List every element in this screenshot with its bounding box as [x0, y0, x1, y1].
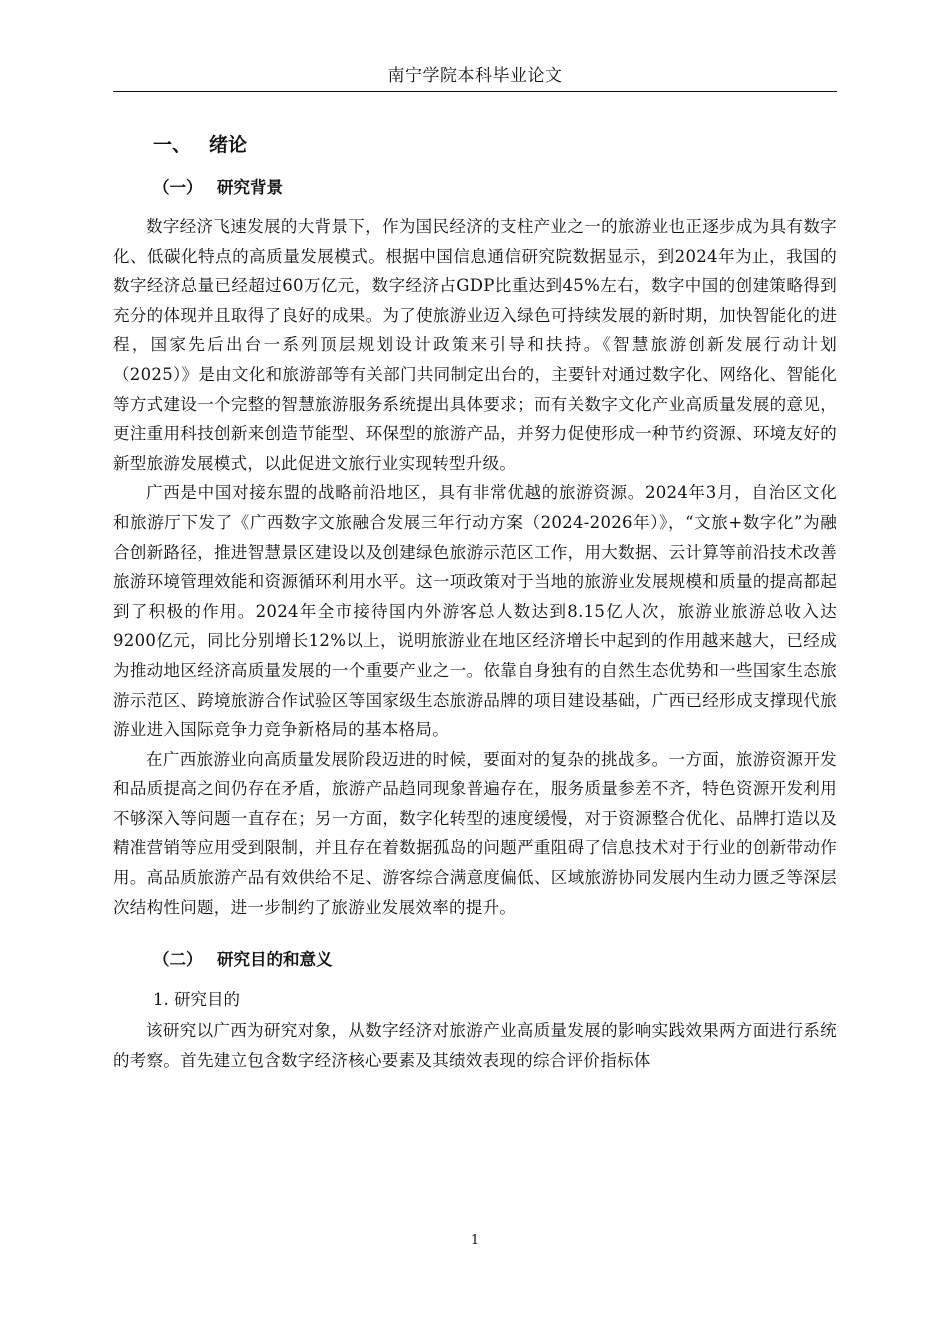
subsection-number: （一） — [153, 178, 203, 197]
numbered-item-heading: 1. 研究目的 — [153, 990, 240, 1010]
section-title: 绪论 — [209, 134, 248, 156]
body-paragraph: 在广西旅游业向高质量发展阶段迈进的时候，要面对的复杂的挑战多。一方面，旅游资源开发和品质提高之间仍存在矛盾，旅游产品趋同现象普遍存在，服务质量参差不齐，特色资源开发利用不够深入等问题一直存在；另一方面，数字化转型的速度缓慢，对于资源整合优化、品牌打造以及精准营销等应用受到限制，并且存在着数据孤岛的问题严重阻碍了信息技术对于行业的创新带动作用。高品质旅游产品有效供给不足、游客综合满意度偏低、区域旅游协同发展内生动力匮乏等深层次结构性问题，进一步制约了旅游业发展效率的提升。 — [113, 749, 837, 917]
section-heading — [113, 126, 837, 164]
section-number: 一、 — [153, 134, 192, 156]
subsection-title: 研究背景 — [217, 178, 283, 197]
page-number: 1 — [470, 1233, 480, 1248]
header-rule — [113, 91, 837, 92]
body-paragraph: 数字经济飞速发展的大背景下，作为国民经济的支柱产业之一的旅游业也正逐步成为具有数字化、低碳化特点的高质量发展模式。根据中国信息通信研究院数据显示，到2024年为止，我国的数字经济总量已经超过60万亿元，数字经济占GDP比重达到45%左右，数字中国的创建策略得到充分的体现并且取得了良好的成果。为了使旅游业迈入绿色可持续发展的新时期，加快智能化的进程，国家先后出台一系列顶层规划设计政策来引导和扶持。《智慧旅游创新发展行动计划（2025）》是由文化和旅游部等有关部门共同制定出台的，主要针对通过数字化、网络化、智能化等方式建设一个完整的智慧旅游服务系统提出具体要求；而有关数字文化产业高质量发展的意见，更注重用科技创新来创造节能型、环保型的旅游产品，并努力促使形成一种节约资源、环境友好的新型旅游发展模式，以此促进文旅行业实现转型升级。 — [113, 217, 837, 473]
subsection-heading-background — [113, 164, 837, 212]
subsection-number: （二） — [153, 950, 203, 970]
body-paragraph: 广西是中国对接东盟的战略前沿地区，具有非常优越的旅游资源。2024年3月，自治区文化和旅游厅下发了《广西数字文旅融合发展三年行动方案（2024-2026年）》，“文旅+数字化”为融合创新路径，推进智慧景区建设以及创建绿色旅游示范区工作，用大数据、云计算等前沿技术改善旅游环境管理效能和资源循环利用水平。这一项政策对于当地的旅游业发展规模和质量的提高都起到了积极的作用。2024年全市接待国内外游客总人数达到8.15亿人次，旅游业旅游总收入达9200亿元，同比分别增长12%以上，说明旅游业在地区经济增长中起到的作用越来越大，已经成为推动地区经济高质量发展的一个重要产业之一。依靠自身独有的自然生态优势和一些国家生态旅游示范区、跨境旅游合作试验区等国家级生态旅游品牌的项目建设基础，广西已经形成支撑现代旅游业进入国际竞争力竞争新格局的基本格局。 — [113, 483, 837, 740]
running-header: 南宁学院本科毕业论文 — [387, 66, 563, 86]
body-paragraph: 该研究以广西为研究对象，从数字经济对旅游产业高质量发展的影响实践效果两方面进行系统的考察。首先建立包含数字经济核心要素及其绩效表现的综合评价指标体 — [113, 1021, 837, 1070]
subsection-heading-purpose — [113, 936, 837, 984]
subsection-title: 研究目的和意义 — [217, 950, 333, 970]
page-body — [113, 126, 837, 1075]
